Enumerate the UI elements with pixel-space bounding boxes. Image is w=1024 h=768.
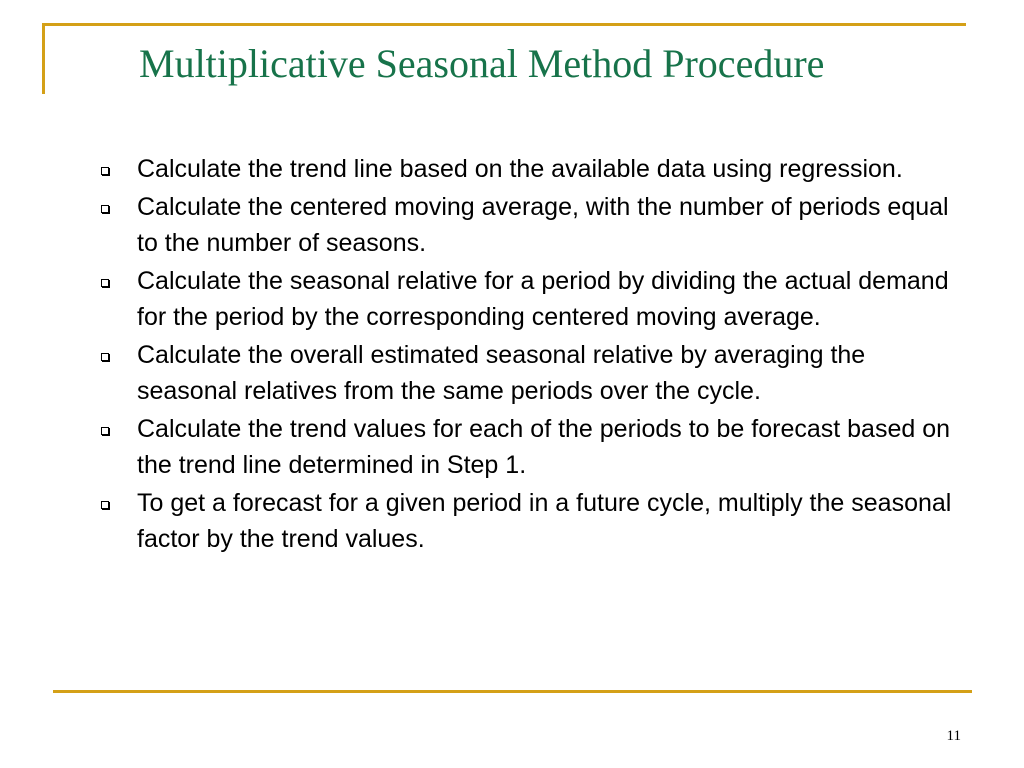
- bullet-text: Calculate the overall estimated seasonal relative by averaging the seasonal relatives from the same periods over the cycle.: [137, 341, 866, 405]
- bullet-text: Calculate the centered moving average, with the number of periods equal to the number of seasons.: [137, 193, 949, 257]
- square-bullet-icon: [101, 427, 109, 435]
- bullet-text: Calculate the seasonal relative for a period by dividing the actual demand for the period by the corresponding centered moving average.: [137, 267, 949, 331]
- bullet-list: [99, 151, 969, 559]
- square-bullet-icon: [101, 167, 109, 175]
- bullet-text: Calculate the trend line based on the available data using regression.: [137, 155, 903, 183]
- square-bullet-icon: [101, 279, 109, 287]
- left-accent-line: [42, 23, 45, 94]
- footer-accent-line: [53, 690, 972, 693]
- square-bullet-icon: [101, 205, 109, 213]
- square-bullet-icon: [101, 353, 109, 361]
- square-bullet-icon: [101, 501, 109, 509]
- bullet-item: [99, 151, 969, 187]
- bullet-item: [99, 263, 969, 335]
- bullet-item: [99, 485, 969, 557]
- slide-title: Multiplicative Seasonal Method Procedure: [139, 41, 825, 86]
- bullet-text: Calculate the trend values for each of the periods to be forecast based on the trend line determined in Step 1.: [137, 415, 951, 479]
- page-number: 11: [946, 728, 961, 744]
- bullet-item: [99, 411, 969, 483]
- bullet-text: To get a forecast for a given period in a future cycle, multiply the seasonal factor by the trend values.: [137, 489, 952, 553]
- top-accent-line: [42, 23, 966, 26]
- bullet-item: [99, 189, 969, 261]
- bullet-item: [99, 337, 969, 409]
